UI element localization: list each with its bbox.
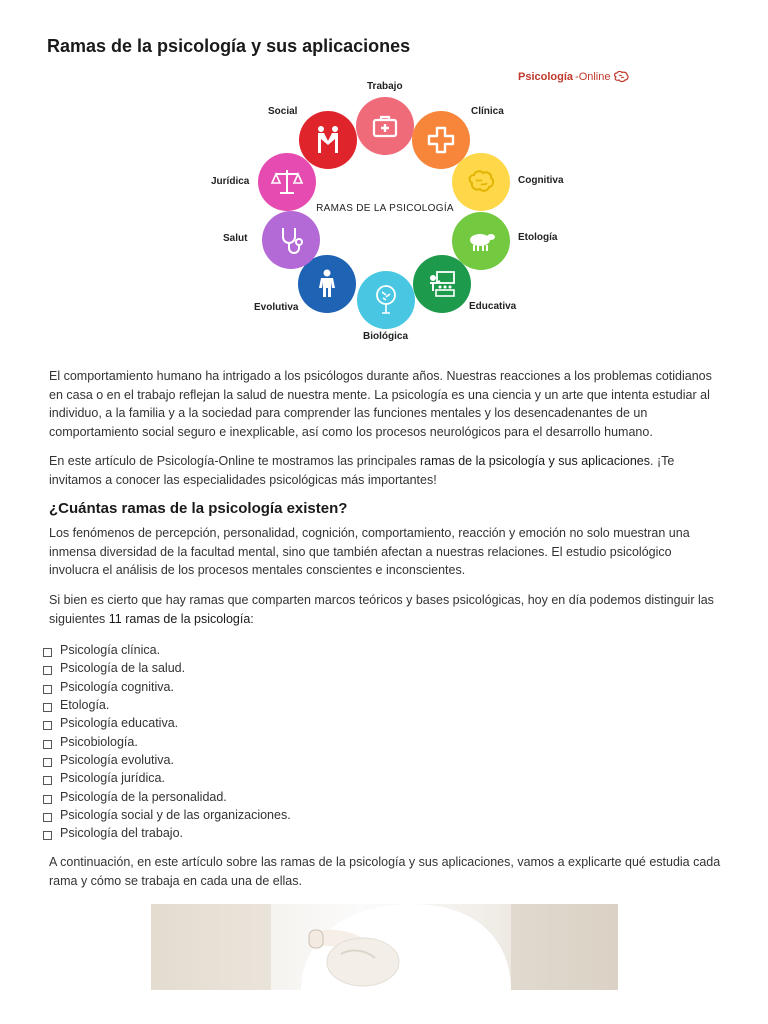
list-item-label: Psicología del trabajo. <box>60 826 183 841</box>
scales-icon <box>270 165 304 199</box>
list-item-label: Psicobiología. <box>60 734 138 749</box>
intro-paragraph-2-start: En este artículo de Psicología-Online te mostramos las principales <box>49 454 421 468</box>
checkbox-bullet-icon <box>43 795 52 804</box>
brain-icon <box>464 165 498 199</box>
branch-label-juridica: Jurídica <box>211 176 250 187</box>
branch-count-phrase: 11 ramas de la psicología <box>108 611 251 626</box>
checkbox-bullet-icon <box>43 831 52 840</box>
list-item <box>43 696 291 714</box>
human-body-icon <box>310 267 344 301</box>
checkbox-bullet-icon <box>43 813 52 822</box>
psychology-branches-diagram <box>200 75 570 355</box>
photo-illustration <box>151 904 618 990</box>
section-heading: ¿Cuántas ramas de la psicología existen? <box>49 500 348 517</box>
list-item-label: Psicología jurídica. <box>60 771 165 786</box>
list-item-label: Psicología evolutiva. <box>60 752 174 767</box>
brain-tree-icon <box>369 283 403 317</box>
list-item <box>43 678 291 696</box>
medical-cross-icon <box>424 123 458 157</box>
sheep-icon <box>464 224 498 258</box>
handshake-icon <box>311 123 345 157</box>
list-item <box>43 641 291 659</box>
list-item-label: Psicología clínica. <box>60 643 161 658</box>
intro-paragraph-2 <box>49 452 721 489</box>
checkbox-bullet-icon <box>43 648 52 657</box>
branch-label-cognitiva: Cognitiva <box>518 175 564 186</box>
branch-circle-social <box>299 111 357 169</box>
section-paragraph-2-end: : <box>250 611 254 626</box>
list-item-label: Psicología de la personalidad. <box>60 789 227 804</box>
checkbox-bullet-icon <box>43 721 52 730</box>
branch-label-trabajo: Trabajo <box>367 81 403 92</box>
branch-label-salut: Salut <box>223 233 248 244</box>
branch-label-educativa: Educativa <box>469 301 517 312</box>
branch-label-etologia: Etología <box>518 232 558 243</box>
branch-circle-trabajo <box>356 97 414 155</box>
stethoscope-icon <box>274 223 308 257</box>
list-item-label: Psicología cognitiva. <box>60 679 174 694</box>
classroom-icon <box>425 267 459 301</box>
list-item <box>43 787 291 805</box>
section-paragraph-2 <box>49 591 721 628</box>
article-photo <box>151 904 618 990</box>
brain-logo-icon <box>613 71 629 83</box>
list-item <box>43 732 291 750</box>
diagram-center-title: RAMAS DE LA PSICOLOGÍA <box>316 203 454 214</box>
brand-logo-suffix: -Online <box>575 71 611 83</box>
list-item <box>43 751 291 769</box>
branch-circle-educativa <box>413 255 471 313</box>
list-item-label: Psicología educativa. <box>60 716 179 731</box>
branch-label-evolutiva: Evolutiva <box>254 302 299 313</box>
branch-circle-biologica <box>357 271 415 329</box>
section-paragraph-1: Los fenómenos de percepción, personalidad, cognición, comportamiento, reacción y emoción no solo muestran una inmensa diversidad de la facultad mental, sino que también afectan a nuestras relaciones. El estudio psicológico involucra el análisis de los procesos mentales conscientes e inconscientes. <box>49 526 690 577</box>
list-item <box>43 824 291 842</box>
checkbox-bullet-icon <box>43 685 52 694</box>
checkbox-bullet-icon <box>43 666 52 675</box>
briefcase-icon <box>368 109 402 143</box>
section-paragraph-3: A continuación, en este artículo sobre las ramas de la psicología y sus aplicaciones, vamos a explicarte qué estudia cada rama y cómo se trabaja en cada una de ellas. <box>49 855 721 888</box>
section-paragraph-2-start: Si bien es cierto que hay ramas que comparten marcos teóricos y bases psicológicas, hoy en día podemos distinguir las siguientes <box>49 593 714 626</box>
checkbox-bullet-icon <box>43 776 52 785</box>
page-title: Ramas de la psicología y sus aplicaciones <box>47 36 411 56</box>
branch-label-biologica: Biológica <box>363 331 409 342</box>
checkbox-bullet-icon <box>43 703 52 712</box>
list-item-label: Etología. <box>60 698 110 713</box>
branches-list <box>43 641 291 842</box>
list-item-label: Psicología de la salud. <box>60 661 186 676</box>
branch-label-clinica: Clínica <box>471 106 504 117</box>
list-item-label: Psicología social y de las organizaciones. <box>60 807 291 822</box>
intro-key-phrase: ramas de la psicología y sus aplicaciones <box>420 454 650 468</box>
list-item <box>43 659 291 677</box>
checkbox-bullet-icon <box>43 758 52 767</box>
intro-paragraph-2-end: . ¡Te invitamos a conocer las especialidades psicológicas más importantes! <box>49 454 675 487</box>
branch-circle-cognitiva <box>452 153 510 211</box>
checkbox-bullet-icon <box>43 740 52 749</box>
branch-circle-salut <box>262 211 320 269</box>
intro-paragraph-1: El comportamiento humano ha intrigado a los psicólogos durante años. Nuestras reacciones a los problemas cotidianos en casa o en el trabajo reflejan la salud de nuestra mente. La psicología es una ciencia y un arte que intenta estudiar al individuo, a la familia y a la sociedad para comprender las funciones mentales y los desencadenantes de un comportamiento social seguro e inexplicable, así como los procesos neurológicos para el desarrollo humano. <box>49 369 712 439</box>
list-item <box>43 769 291 787</box>
branch-circle-juridica <box>258 153 316 211</box>
list-item <box>43 714 291 732</box>
list-item <box>43 806 291 824</box>
branch-label-social: Social <box>268 106 298 117</box>
brand-logo-name: Psicología <box>518 71 574 83</box>
